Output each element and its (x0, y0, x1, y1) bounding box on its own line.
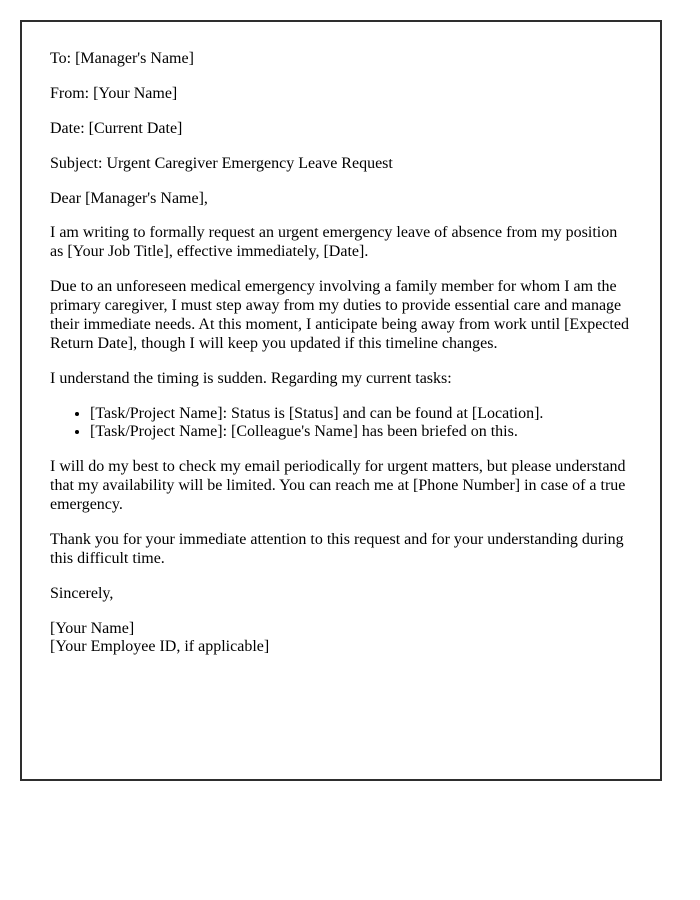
salutation: Dear [Manager's Name], (50, 189, 208, 207)
paragraph-availability: I will do my best to check my email periodically for urgent matters, but please understand that my availability will be limited. You can reach me at [Phone Number] in case of a true emergency. (50, 458, 626, 513)
paragraph-reason: Due to an unforeseen medical emergency involving a family member for whom I am the primary caregiver, I must step away from my duties to provide essential care and manage their immediate needs. At this moment, I anticipate being away from work until [Expected Return Date], though I will keep you updated if this timeline changes. (50, 278, 629, 352)
letter-page (20, 20, 662, 781)
task-bullet-list (50, 405, 632, 443)
signature-name: [Your Name] (50, 619, 135, 637)
subject-line: Subject: Urgent Caregiver Emergency Leave Request (50, 154, 393, 172)
from-line: From: [Your Name] (50, 84, 178, 102)
closing: Sincerely, (50, 584, 114, 602)
to-line: To: [Manager's Name] (50, 50, 194, 67)
signature-employee-id: [Your Employee ID, if applicable] (50, 638, 270, 656)
paragraph-request: I am writing to formally request an urgent emergency leave of absence from my position as [Your Job Title], effective immediately, [Date]. (50, 224, 618, 261)
paragraph-thanks: Thank you for your immediate attention to this request and for your understanding during this difficult time. (50, 530, 624, 567)
signature-block (50, 620, 632, 658)
task-bullet-item: • [Task/Project Name]: Status is [Status] and can be found at [Location]. (90, 405, 632, 424)
paragraph-tasks-intro: I understand the timing is sudden. Regarding my current tasks: (50, 369, 452, 387)
date-line: Date: [Current Date] (50, 119, 183, 137)
task-bullet-item: • [Task/Project Name]: [Colleague's Name] has been briefed on this. (90, 423, 632, 442)
